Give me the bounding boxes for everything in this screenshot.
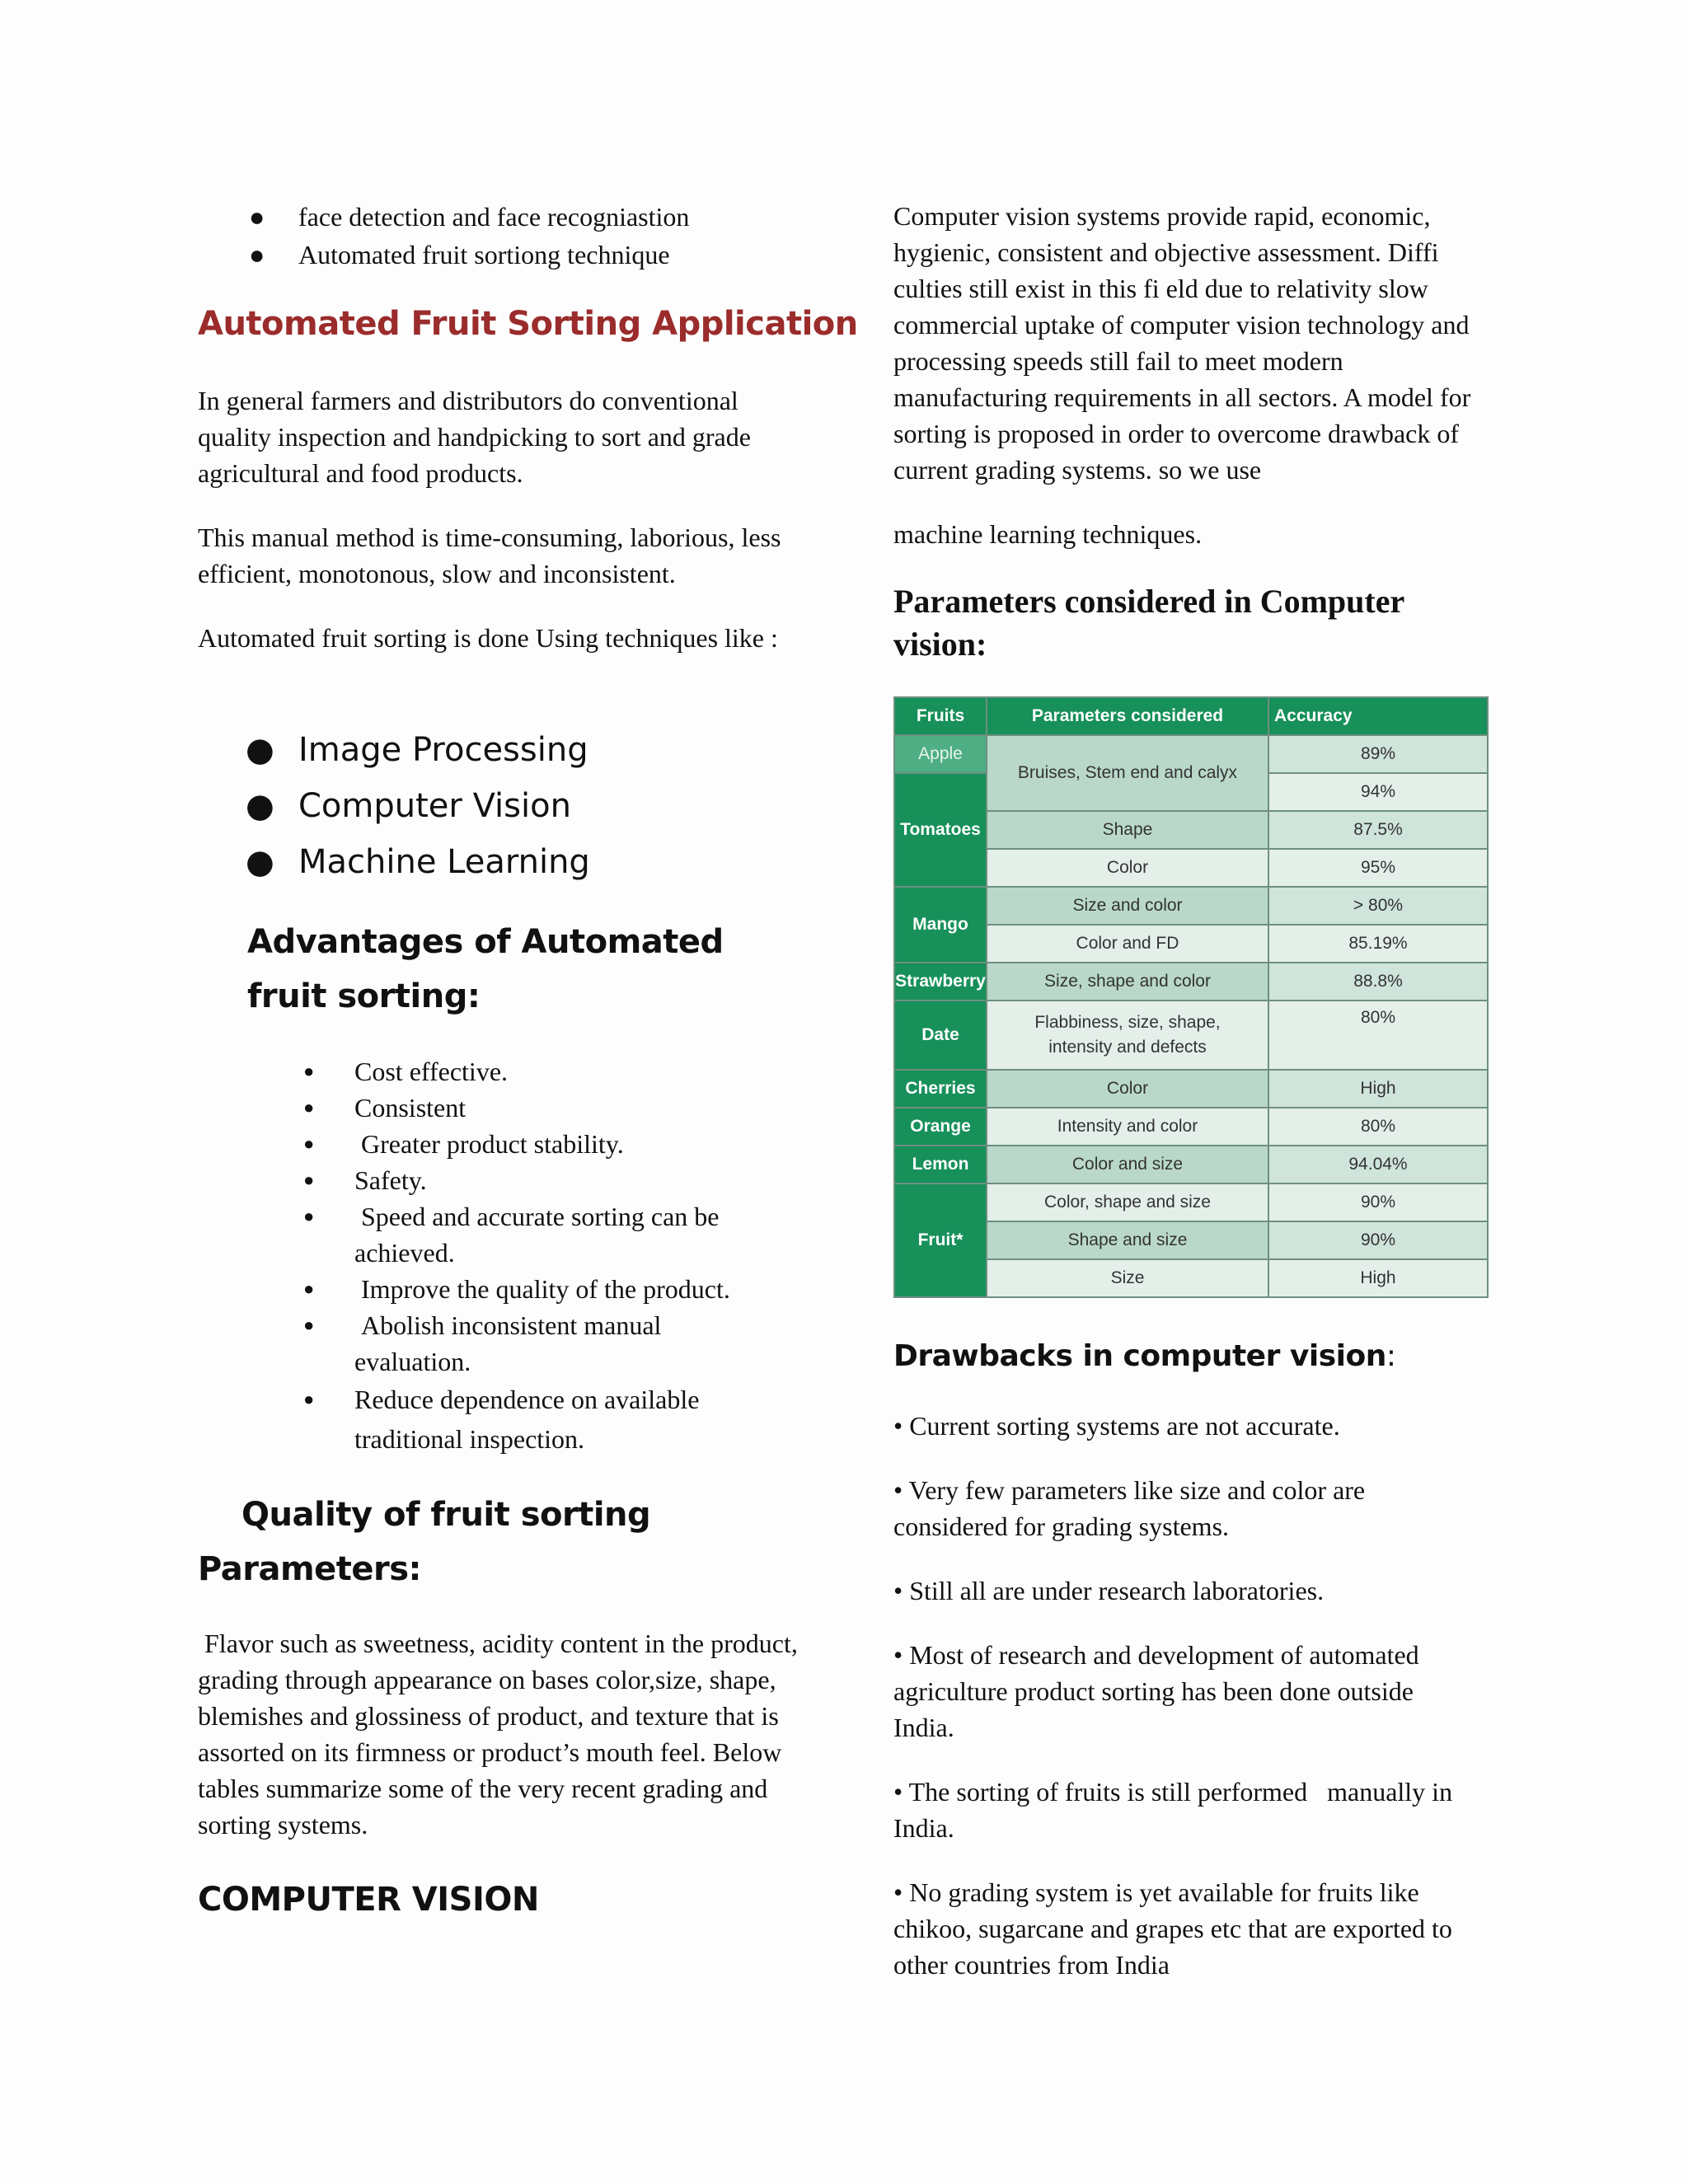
table-row xyxy=(894,1070,1488,1108)
bullet-text: face detection and face recogniastion xyxy=(298,202,690,232)
cell-accuracy: 95% xyxy=(1268,849,1488,887)
cell-parameter: Size, shape and color xyxy=(987,963,1268,1001)
paragraph-conventional-inspection: In general farmers and distributors do conventional quality inspection and handpicking to sort and grade agricultural and food products. xyxy=(198,386,751,488)
list-item: ● Greater product stability. xyxy=(303,1129,624,1159)
col-header-accuracy: Accuracy xyxy=(1268,697,1488,735)
heading-advantages: Advantages of Automated fruit sorting: xyxy=(247,923,724,1015)
cell-accuracy: 90% xyxy=(1268,1221,1488,1259)
cell-accuracy: 88.8% xyxy=(1268,963,1488,1001)
paragraph-techniques-intro: Automated fruit sorting is done Using techniques like : xyxy=(198,623,778,653)
bullet-text: Automated fruit sortiong technique xyxy=(298,240,670,269)
heading-drawbacks xyxy=(893,1335,1396,1377)
list-item: ● Reduce dependence on available traditional inspection. xyxy=(303,1385,700,1454)
advantage-text: Improve the quality of the product. xyxy=(354,1274,730,1304)
technique-text: Computer Vision xyxy=(298,787,571,825)
cell-fruit: Orange xyxy=(894,1108,987,1146)
heading-fruit-sorting-application: Automated Fruit Sorting Application xyxy=(198,305,858,343)
cell-accuracy: High xyxy=(1268,1070,1488,1108)
heading-drawbacks-colon: : xyxy=(1386,1339,1396,1373)
cell-accuracy: > 80% xyxy=(1268,887,1488,925)
cell-parameter: Size and color xyxy=(987,887,1268,925)
list-item: ● Automated fruit sortiong technique xyxy=(249,240,670,269)
drawback-item: • Very few parameters like size and color are considered for grading systems. xyxy=(893,1475,1366,1541)
list-item: ● Computer Vision xyxy=(246,787,571,825)
advantage-text: Cost effective. xyxy=(354,1057,509,1086)
table-row xyxy=(894,1001,1488,1070)
list-item: ● Improve the quality of the product. xyxy=(303,1274,730,1304)
cell-accuracy: 87.5% xyxy=(1268,811,1488,849)
drawback-item: • The sorting of fruits is still performed manually in India. xyxy=(893,1777,1460,1843)
cell-accuracy: 90% xyxy=(1268,1183,1488,1221)
table-header-row xyxy=(894,697,1488,735)
paragraph-computer-vision: Computer vision systems provide rapid, economic, hygienic, consistent and objective assessment. Diffi culties still exist in this fi eld due to relativity slow commercial uptake of computer vision technology and processing speeds still fail to meet modern manufacturing requirements in all sectors. A model for sorting is proposed in order to overcome drawback of current grading systems. so we use xyxy=(893,201,1471,485)
cell-parameter: Shape xyxy=(987,811,1268,849)
cell-fruit: Apple xyxy=(894,735,987,773)
table-row xyxy=(894,963,1488,1001)
cell-accuracy: 94.04% xyxy=(1268,1146,1488,1183)
cell-accuracy: 85.19% xyxy=(1268,925,1488,963)
cell-parameter: Color xyxy=(987,1070,1268,1108)
drawback-item: • Most of research and development of automated agriculture product sorting has been done outside India. xyxy=(893,1640,1419,1742)
list-item: ● Image Processing xyxy=(246,731,588,769)
cell-accuracy: 80% xyxy=(1268,1108,1488,1146)
list-item: ● Abolish inconsistent manual evaluation. xyxy=(303,1310,668,1376)
paragraph-machine-learning: machine learning techniques. xyxy=(893,519,1203,549)
heading-parameters-computer-vision: Parameters considered in Computer vision: xyxy=(893,583,1404,663)
drawback-item: • Still all are under research laboratories. xyxy=(893,1576,1325,1605)
cell-accuracy: 94% xyxy=(1268,773,1488,811)
advantage-text: Greater product stability. xyxy=(354,1129,624,1159)
advantage-text: Consistent xyxy=(354,1093,467,1122)
cell-accuracy: 89% xyxy=(1268,735,1488,773)
cell-parameter: Bruises, Stem end and calyx xyxy=(987,735,1268,811)
list-item: ● Consistent xyxy=(303,1093,467,1122)
list-item: ● Safety. xyxy=(303,1165,427,1195)
table-row xyxy=(894,1146,1488,1183)
paragraph-manual-method: This manual method is time-consuming, laborious, less efficient, monotonous, slow and inconsistent. xyxy=(198,523,781,588)
table-row xyxy=(894,887,1488,925)
paragraph-quality-parameters: Flavor such as sweetness, acidity content in the product, grading through appearance on bases color,size, shape, blemishes and glossiness of product, and texture that is assorted on its firmness or product’s mouth feel. Below tables summarize some of the very recent grading and sorting systems. xyxy=(198,1629,804,1840)
list-item: ● Speed and accurate sorting can be achieved. xyxy=(303,1202,726,1268)
cell-accuracy: 80% xyxy=(1268,1001,1488,1070)
cell-fruit: Tomatoes xyxy=(894,773,987,887)
heading-drawbacks-text: Drawbacks in computer vision xyxy=(893,1339,1386,1373)
drawback-item: • No grading system is yet available for fruits like chikoo, sugarcane and grapes etc that are exported to other countries from India xyxy=(893,1877,1452,1980)
cell-parameter: Color xyxy=(987,849,1268,887)
col-header-parameters: Parameters considered xyxy=(987,697,1268,735)
cell-parameter: Flabbiness, size, shape, intensity and defects xyxy=(987,1001,1268,1070)
parameters-table xyxy=(893,696,1489,1298)
advantage-text: Speed and accurate sorting can be achieved. xyxy=(354,1202,726,1268)
technique-text: Machine Learning xyxy=(298,843,590,881)
cell-fruit: Date xyxy=(894,1001,987,1070)
list-item: ● face detection and face recogniastion xyxy=(249,202,690,232)
cell-parameter: Color and size xyxy=(987,1146,1268,1183)
drawback-item: • Current sorting systems are not accurate. xyxy=(893,1411,1340,1441)
cell-fruit: Mango xyxy=(894,887,987,963)
heading-quality-line2: Parameters: xyxy=(198,1550,422,1588)
cell-fruit: Strawberry xyxy=(894,963,987,1001)
table-row xyxy=(894,735,1488,773)
table-row xyxy=(894,1108,1488,1146)
table-row xyxy=(894,1183,1488,1221)
advantage-text: Reduce dependence on available traditional inspection. xyxy=(354,1385,700,1454)
cell-fruit: Cherries xyxy=(894,1070,987,1108)
heading-quality-line1: Quality of fruit sorting xyxy=(241,1496,651,1534)
techniques-list xyxy=(198,722,824,890)
heading-computer-vision: COMPUTER VISION xyxy=(198,1881,539,1919)
cell-fruit: Fruit* xyxy=(894,1183,987,1297)
list-item: ● Cost effective. xyxy=(303,1057,509,1086)
top-bullet-list xyxy=(198,198,824,274)
cell-parameter: Shape and size xyxy=(987,1221,1268,1259)
cell-parameter: Intensity and color xyxy=(987,1108,1268,1146)
advantages-list xyxy=(198,1053,775,1459)
cell-parameter: Color, shape and size xyxy=(987,1183,1268,1221)
technique-text: Image Processing xyxy=(298,731,588,769)
advantage-text: Abolish inconsistent manual evaluation. xyxy=(354,1310,668,1376)
col-header-fruits: Fruits xyxy=(894,697,987,735)
cell-accuracy: High xyxy=(1268,1259,1488,1297)
cell-parameter: Size xyxy=(987,1259,1268,1297)
list-item: ● Machine Learning xyxy=(246,843,590,881)
cell-fruit: Lemon xyxy=(894,1146,987,1183)
cell-parameter: Color and FD xyxy=(987,925,1268,963)
advantage-text: Safety. xyxy=(354,1165,427,1195)
